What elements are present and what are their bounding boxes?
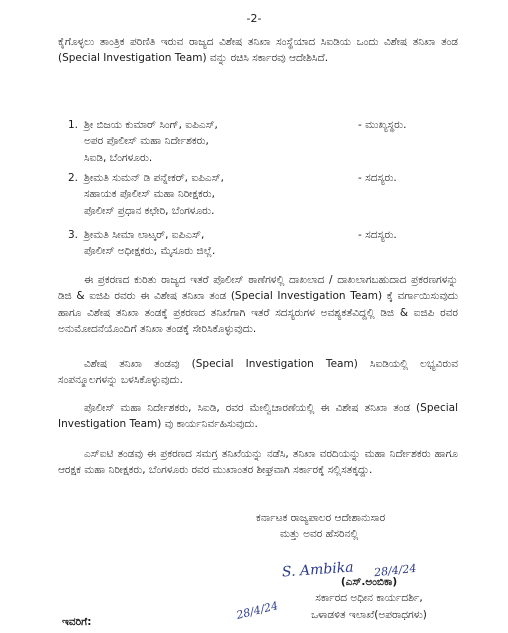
signature-date: 28/4/24 [373, 561, 417, 580]
signer-department: ಒಳಾಡಳಿತ ಇಲಾಖೆ(ಅಪರಾಧಗಳು) [311, 608, 427, 621]
resources-paragraph: ವಿಶೇಷ ತನಿಖಾ ತಂಡವು (Special Investigation Team) ಸಿಐಡಿಯಲ್ಲಿ ಲಭ್ಯವಿರುವ ಸಂಪನ್ಮೂಲಗಳನ್ನು ಬಳಸಿಕೊಳ್ಳುವುದು. [58, 358, 458, 387]
signer-name: (ಎಸ್.ಅಂಬಿಕಾ) [340, 576, 398, 588]
member-number: 3. [68, 229, 79, 241]
page-number: -2- [246, 12, 262, 25]
member-office: ಸಿಐಡಿ, ಬೆಂಗಳೂರು. [84, 151, 153, 164]
member-name: ಶ್ರೀಮತಿ ಸುಮನ್ ಡಿ ಪನ್ನೇಕರ್, ಐಪಿಎಸ್, [84, 172, 224, 184]
order-line-2: ಮತ್ತು ಅವರ ಹೆಸರಿನಲ್ಲಿ [280, 528, 359, 541]
intro-paragraph: ಕೈಗೊಳ್ಳಲು ತಾಂತ್ರಿಕ ಪರಿಣಿತಿ ಇರುವ ರಾಜ್ಯದ ವಿಶೇಷ ತನಿಖಾ ಸಂಸ್ಥೆಯಾದ ಸಿಐಡಿಯ ಒಂದು ವಿಶೇಷ ತನಿಖಾ ತಂಡ (Special Investigation Team) ವನ್ನು ರಚಿಸಿ ಸರ್ಕಾರವು ಆದೇಶಿಸಿದೆ. [58, 36, 458, 65]
handwritten-signature: S. Ambika [281, 559, 355, 581]
member-designation: ಸಹಾಯಕ ಪೊಲೀಸ್ ಮಹಾ ನಿರೀಕ್ಷಕರು, [84, 188, 215, 201]
transfer-paragraph: ಈ ಪ್ರಕರಣದ ಕುರಿತು ರಾಜ್ಯದ ಇತರೆ ಪೊಲೀಸ್ ಠಾಣೆಗಳಲ್ಲಿ ದಾಖಲಾದ / ದಾಖಲಾಗಬಹುದಾದ ಪ್ರಕರಣಗಳನ್ನು ಡಿಜಿ & ಐಜಿಪಿ ರವರು ಈ ವಿಶೇಷ ತನಿಖಾ ತಂಡ (Special Investigation Team) ಕ್ಕೆ ವರ್ಗಾಯಿಸುವುದು ಹಾಗೂ ವಿಶೇಷ ತನಿಖಾ ತಂಡಕ್ಕೆ ಪ್ರಕರಣದ ತನಿಖೆಗಾಗಿ ಇತರೆ ಸದಸ್ಯರುಗಳ ಅವಶ್ಯಕತೆವಿದ್ದಲ್ಲಿ ಡಿಜಿ & ಐಜಿಪಿ ರವರ ಅನುಮೋದನೆಯೊಂದಿಗೆ ತನಿಖಾ ತಂಡಕ್ಕೆ ಸೇರಿಸಿಕೊಳ್ಳುವುದು. [58, 274, 458, 335]
member-role: - ಮುಖ್ಯಸ್ಥರು. [358, 119, 407, 131]
signer-title: ಸರ್ಕಾರದ ಅಧೀನ ಕಾರ್ಯದರ್ಶಿ, [315, 592, 423, 605]
report-paragraph: ಎಸ್ಐಟಿ ತಂಡವು ಈ ಪ್ರಕರಣದ ಸಮಗ್ರ ತನಿಖೆಯನ್ನು ನಡೆಸಿ, ತನಿಖಾ ವರದಿಯನ್ನು ಮಹಾ ನಿರ್ದೇಶಕರು ಹಾಗೂ ಆರಕ್ಷಕ ಮಹಾ ನಿರೀಕ್ಷಕರು, ಬೆಂಗಳೂರು ರವರ ಮುಖಾಂತರ ಶೀಘ್ರವಾಗಿ ಸರ್ಕಾರಕ್ಕೆ ಸಲ್ಲಿಸತಕ್ಕದ್ದು. [58, 448, 458, 477]
member-name: ಶ್ರೀಮತಿ ಸೀಮಾ ಲಾಟ್ಕರ್, ಐಪಿಎಸ್, [84, 229, 205, 241]
member-office: ಪೊಲೀಸ್ ಪ್ರಧಾನ ಕಛೇರಿ, ಬೆಂಗಳೂರು. [84, 204, 215, 217]
member-designation: ಪೊಲೀಸ್ ಅಧೀಕ್ಷಕರು, ಮೈಸೂರು ಜಿಲ್ಲೆ. [84, 245, 216, 258]
member-number: 1. [68, 119, 79, 131]
order-line-1: ಕರ್ನಾಟಕ ರಾಜ್ಯಪಾಲರ ಆದೇಶಾನುಸಾರ [256, 512, 386, 524]
handwritten-date: 28/4/24 [235, 599, 280, 622]
member-role: - ಸದಸ್ಯರು. [358, 229, 397, 241]
member-number: 2. [68, 172, 79, 184]
member-designation: ಅಪರ ಪೊಲೀಸ್ ಮಹಾ ನಿರ್ದೇಶಕರು, [84, 135, 209, 148]
signer-block [254, 574, 484, 623]
order-authority [256, 510, 385, 543]
member-role: - ಸದಸ್ಯರು. [358, 172, 397, 184]
member-name: ಶ್ರೀ ಬಿಜಯ ಕುಮಾರ್ ಸಿಂಗ್, ಐಪಿಎಸ್, [84, 119, 218, 131]
supervision-paragraph: ಪೊಲೀಸ್ ಮಹಾ ನಿರ್ದೇಶಕರು, ಸಿಐಡಿ, ರವರ ಮೇಲ್ವಿಚಾರಣೆಯಲ್ಲಿ ಈ ವಿಶೇಷ ತನಿಖಾ ತಂಡ (Special Investigation Team) ವು ಕಾರ್ಯನಿರ್ವಹಿಸುವುದು. [58, 402, 458, 431]
to-label: ಇವರಿಗೆ: [62, 616, 92, 628]
